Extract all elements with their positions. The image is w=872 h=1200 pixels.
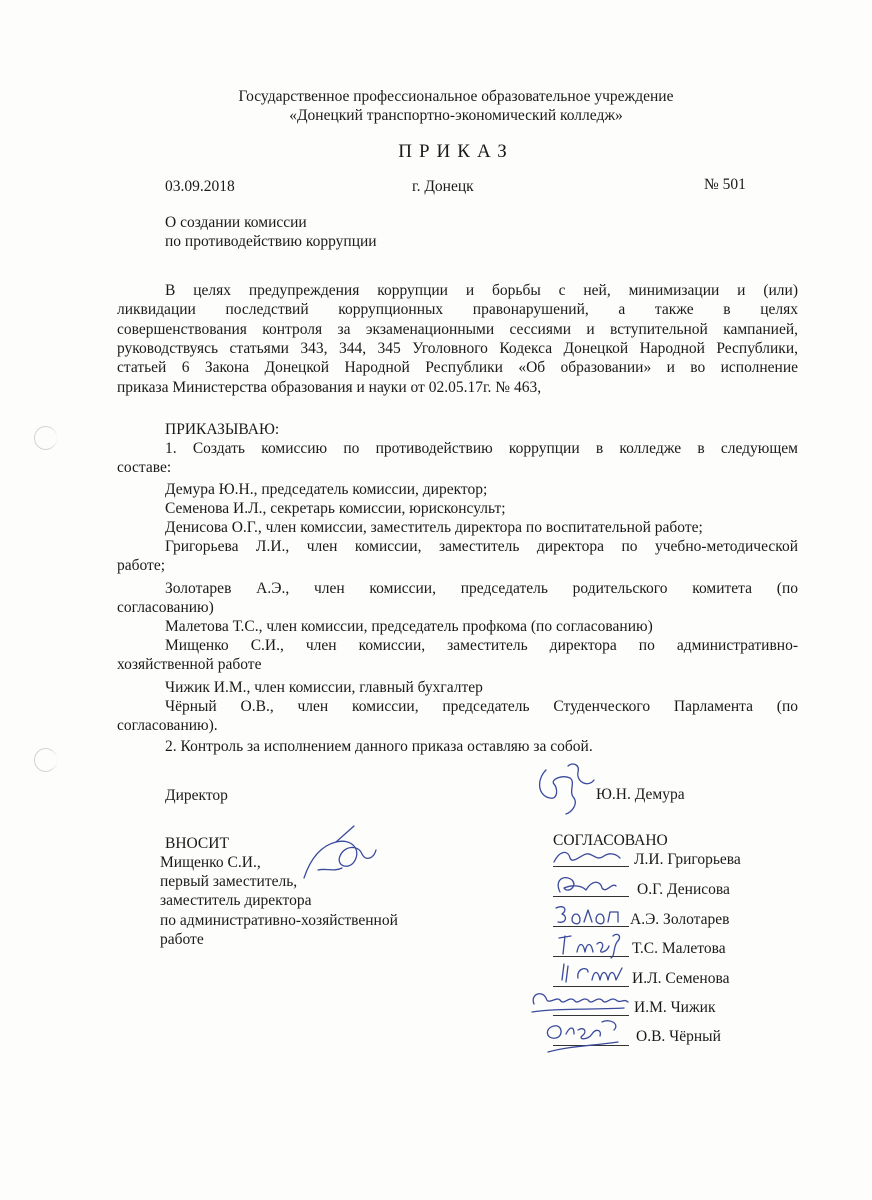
member-line: Чёрный О.В., член комиссии, председатель Студенческого Парламента (по <box>165 698 798 715</box>
binder-hole-mark <box>34 426 57 450</box>
signature-zolotarev <box>552 900 632 930</box>
member-line: согласованию). <box>117 717 218 734</box>
member-line: Мищенко С.И., член комиссии, заместитель директора по административно- <box>165 637 798 654</box>
member-line: Чижик И.М., член комиссии, главный бухгалтер <box>165 679 483 696</box>
member-line: Григорьева Л.И., член комиссии, заместитель директора по учебно-методической <box>165 538 798 555</box>
subject-line1: О создании комиссии <box>165 214 307 231</box>
submitted-line: работе <box>160 931 204 948</box>
member-line: согласованию) <box>117 599 214 616</box>
preamble-line: совершенствования контроля за экзаменационными сессиями и вступительной кампанией, <box>117 321 798 338</box>
member-line: Золотарев А.Э., член комиссии, председатель родительского комитета (по <box>165 580 798 597</box>
submitted-heading: ВНОСИТ <box>165 835 229 852</box>
agreed-heading: СОГЛАСОВАНО <box>553 832 668 849</box>
director-name: Ю.Н. Демура <box>596 786 685 803</box>
preamble-line: приказа Министерства образования и науки от 02.05.17г. № 463, <box>117 379 542 396</box>
preamble-line: статьей 6 Закона Донецкой Народной Республики «Об образовании» и во исполнение <box>117 359 798 376</box>
document-title: ПРИКАЗ <box>398 141 514 162</box>
member-line: хозяйственной работе <box>117 656 262 673</box>
org-name-line2: «Донецкий транспортно-экономический колледж» <box>289 107 623 124</box>
order-heading: ПРИКАЗЫВАЮ: <box>165 421 280 438</box>
order-item1-line2: составе: <box>117 459 172 476</box>
agreed-name: О.В. Чёрный <box>636 1028 721 1045</box>
agreed-name: И.М. Чижик <box>634 999 716 1016</box>
submitted-line: первый заместитель, <box>160 873 298 890</box>
member-line: Семенова И.Л., секретарь комиссии, юрисконсульт; <box>165 500 506 517</box>
submitted-line: по административно-хозяйственной <box>160 912 398 929</box>
agreed-name: И.Л. Семенова <box>632 970 730 987</box>
submitted-line: заместитель директора <box>160 892 312 909</box>
preamble-line: руководствуясь статьями 343, 344, 345 Уголовного Кодекса Донецкой Народной Республики, <box>117 340 798 357</box>
signature-semenova <box>558 958 638 988</box>
subject-line2: по противодействию коррупции <box>165 233 377 250</box>
order-number: № 501 <box>704 176 746 193</box>
member-line: Малетова Т.С., член комиссии, председатель профкома (по согласованию) <box>165 618 653 635</box>
signature-grigoreva <box>550 844 630 870</box>
order-item1-line1: 1. Создать комиссию по противодействию коррупции в колледже в следующем <box>165 440 798 457</box>
signature-denisova <box>550 870 630 900</box>
binder-hole-mark <box>34 748 57 772</box>
preamble-line: ликвидации последствий коррупционных правонарушений, а также в целях <box>117 301 798 318</box>
order-date: 03.09.2018 <box>165 178 235 195</box>
order-item2: 2. Контроль за исполнением данного приказа оставляю за собой. <box>165 738 593 755</box>
submitted-line: Мищенко С.И., <box>160 854 261 871</box>
member-line: Денисова О.Г., член комиссии, заместитель директора по воспитательной работе; <box>165 519 703 536</box>
agreed-name: О.Г. Денисова <box>637 881 730 898</box>
submitter-signature <box>296 820 396 890</box>
member-line: работе; <box>117 557 166 574</box>
org-name-line1: Государственное профессиональное образовательное учреждение <box>238 88 674 105</box>
signature-cherny <box>540 1012 636 1060</box>
agreed-name: А.Э. Золотарев <box>630 911 730 928</box>
member-line: Демура Ю.Н., председатель комиссии, директор; <box>165 481 488 498</box>
agreed-name: Т.С. Малетова <box>632 940 726 957</box>
agreed-name: Л.И. Григорьева <box>634 851 741 868</box>
preamble-line: В целях предупреждения коррупции и борьбы с ней, минимизации и (или) <box>165 282 798 299</box>
signature-maletova <box>553 928 633 960</box>
director-label: Директор <box>165 787 228 804</box>
order-city: г. Донецк <box>412 178 474 195</box>
